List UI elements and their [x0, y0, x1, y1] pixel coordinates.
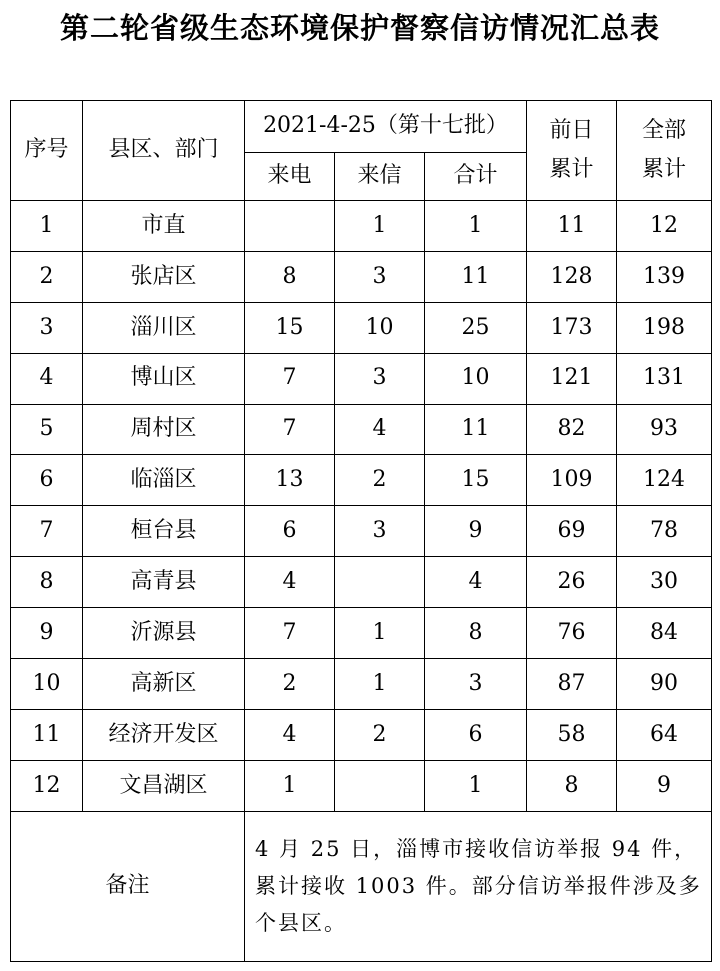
cell-letter: 3: [335, 251, 425, 302]
cell-phone: 4: [245, 557, 335, 608]
cell-prev: 8: [527, 760, 617, 811]
cell-all: 93: [617, 404, 712, 455]
cell-seq: 10: [11, 659, 83, 710]
table-row: [11, 659, 712, 710]
table-row: [11, 201, 712, 252]
header-district: 县区、部门: [83, 101, 245, 201]
cell-letter: 3: [335, 353, 425, 404]
cell-prev: 26: [527, 557, 617, 608]
table-row: [11, 353, 712, 404]
cell-seq: 12: [11, 760, 83, 811]
table-row: [11, 455, 712, 506]
cell-all: 64: [617, 709, 712, 760]
header-prev-cumulative: [527, 101, 617, 201]
cell-seq: 3: [11, 302, 83, 353]
cell-seq: 4: [11, 353, 83, 404]
cell-phone: 7: [245, 404, 335, 455]
cell-all: 84: [617, 608, 712, 659]
note-row: [11, 811, 712, 961]
cell-prev: 128: [527, 251, 617, 302]
cell-seq: 1: [11, 201, 83, 252]
cell-prev: 173: [527, 302, 617, 353]
cell-district: 淄川区: [83, 302, 245, 353]
cell-total: 25: [425, 302, 527, 353]
cell-all: 139: [617, 251, 712, 302]
cell-all: 78: [617, 506, 712, 557]
cell-seq: 7: [11, 506, 83, 557]
cell-district: 张店区: [83, 251, 245, 302]
cell-total: 8: [425, 608, 527, 659]
cell-district: 经济开发区: [83, 709, 245, 760]
header-seq: 序号: [11, 101, 83, 201]
cell-district: 高青县: [83, 557, 245, 608]
header-all-cumulative: [617, 101, 712, 201]
note-label: 备注: [11, 811, 245, 961]
cell-total: 10: [425, 353, 527, 404]
cell-letter: 10: [335, 302, 425, 353]
cell-letter: 1: [335, 201, 425, 252]
cell-total: 1: [425, 201, 527, 252]
table-row: [11, 608, 712, 659]
cell-phone: 1: [245, 760, 335, 811]
cell-all: 198: [617, 302, 712, 353]
cell-district: 高新区: [83, 659, 245, 710]
cell-total: 3: [425, 659, 527, 710]
cell-letter: 4: [335, 404, 425, 455]
cell-phone: 7: [245, 608, 335, 659]
table-row: [11, 251, 712, 302]
cell-prev: 76: [527, 608, 617, 659]
cell-seq: 9: [11, 608, 83, 659]
cell-letter: [335, 557, 425, 608]
cell-all: 9: [617, 760, 712, 811]
cell-prev: 87: [527, 659, 617, 710]
header-prev-line2: 累计: [549, 156, 594, 182]
cell-phone: 13: [245, 455, 335, 506]
cell-district: 周村区: [83, 404, 245, 455]
header-letter: 来信: [335, 153, 425, 201]
table-row: [11, 506, 712, 557]
table-row: [11, 302, 712, 353]
table-row: [11, 709, 712, 760]
cell-seq: 8: [11, 557, 83, 608]
header-row-1: [11, 101, 712, 153]
cell-letter: 3: [335, 506, 425, 557]
cell-seq: 5: [11, 404, 83, 455]
cell-total: 9: [425, 506, 527, 557]
header-batch: 2021-4-25（第十七批）: [245, 101, 527, 153]
cell-total: 1: [425, 760, 527, 811]
cell-phone: 7: [245, 353, 335, 404]
cell-district: 博山区: [83, 353, 245, 404]
cell-phone: 2: [245, 659, 335, 710]
table-row: [11, 760, 712, 811]
cell-district: 桓台县: [83, 506, 245, 557]
cell-all: 131: [617, 353, 712, 404]
table-row: [11, 404, 712, 455]
cell-prev: 82: [527, 404, 617, 455]
cell-phone: 15: [245, 302, 335, 353]
cell-phone: 6: [245, 506, 335, 557]
cell-phone: 4: [245, 709, 335, 760]
cell-letter: 2: [335, 455, 425, 506]
cell-phone: 8: [245, 251, 335, 302]
cell-total: 4: [425, 557, 527, 608]
header-all-line2: 累计: [641, 156, 686, 182]
header-all-line1: 全部: [641, 118, 686, 144]
cell-district: 文昌湖区: [83, 760, 245, 811]
page-title: 第二轮省级生态环境保护督察信访情况汇总表: [59, 11, 660, 45]
cell-seq: 11: [11, 709, 83, 760]
cell-phone: [245, 201, 335, 252]
cell-district: 临淄区: [83, 455, 245, 506]
note-text: 4 月 25 日，淄博市接收信访举报 94 件，累计接收 1003 件。部分信访举报件涉及多个县区。: [245, 811, 712, 961]
cell-total: 6: [425, 709, 527, 760]
cell-prev: 69: [527, 506, 617, 557]
cell-letter: 1: [335, 608, 425, 659]
cell-district: 沂源县: [83, 608, 245, 659]
petition-summary-table: [10, 100, 712, 962]
header-phone: 来电: [245, 153, 335, 201]
cell-all: 30: [617, 557, 712, 608]
cell-letter: [335, 760, 425, 811]
table-row: [11, 557, 712, 608]
cell-all: 90: [617, 659, 712, 710]
cell-prev: 58: [527, 709, 617, 760]
header-prev-line1: 前日: [549, 118, 594, 144]
cell-all: 124: [617, 455, 712, 506]
cell-seq: 6: [11, 455, 83, 506]
header-total: 合计: [425, 153, 527, 201]
cell-total: 11: [425, 404, 527, 455]
cell-all: 12: [617, 201, 712, 252]
cell-district: 市直: [83, 201, 245, 252]
cell-prev: 109: [527, 455, 617, 506]
cell-prev: 121: [527, 353, 617, 404]
cell-seq: 2: [11, 251, 83, 302]
cell-total: 15: [425, 455, 527, 506]
cell-prev: 11: [527, 201, 617, 252]
cell-letter: 1: [335, 659, 425, 710]
table-body: [11, 201, 712, 812]
cell-total: 11: [425, 251, 527, 302]
cell-letter: 2: [335, 709, 425, 760]
